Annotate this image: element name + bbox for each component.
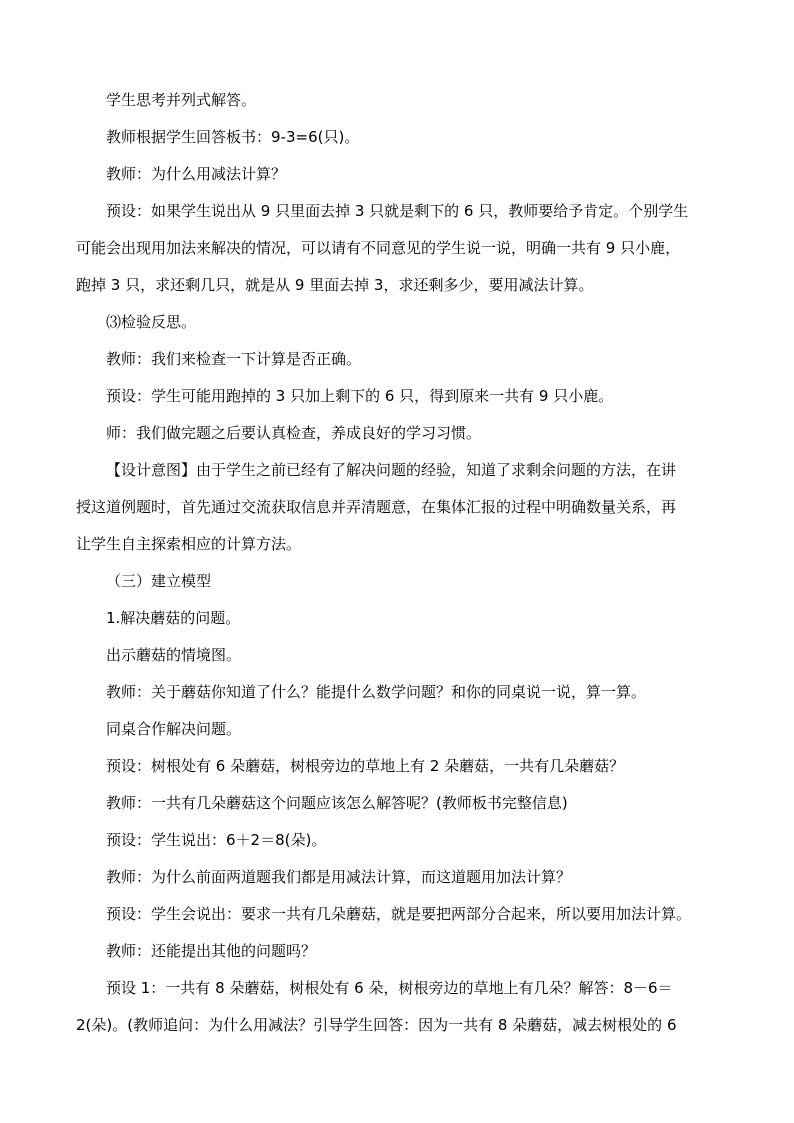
text-line: 教师：我们来检查一下计算是否正确。 [106,350,362,368]
text-line: 让学生自主探索相应的计算方法。 [76,535,302,553]
text-line: 1.解决蘑菇的问题。 [106,609,241,627]
text-line: 教师：为什么前面两道题我们都是用减法计算，而这道题用加法计算？ [106,868,572,886]
text-line: 预设：树根处有 6 朵蘑菇，树根旁边的草地上有 2 朵蘑菇，一共有几朵蘑菇？ [106,757,625,775]
text-line: 预设 1：一共有 8 朵蘑菇，树根处有 6 朵，树根旁边的草地上有几朵？解答：8－6＝ [106,979,673,997]
text-line: 出示蘑菇的情境图。 [106,646,242,664]
text-line: 预设：学生说出：6＋2＝8(朵)。 [106,831,327,849]
text-line: ⑶检验反思。 [106,313,197,331]
section-heading: （三）建立模型 [106,572,212,590]
text-line: 跑掉 3 只，求还剩几只，就是从 9 里面去掉 3，求还剩多少，要用减法计算。 [76,276,594,294]
text-line: 授这道例题时，首先通过交流获取信息并弄清题意，在集体汇报的过程中明确数量关系，再 [76,498,677,516]
text-line: 【设计意图】由于学生之前已经有了解决问题的经验，知道了求剩余问题的方法，在讲 [106,461,677,479]
text-line: 教师根据学生回答板书：9-3=6(只)。 [106,128,360,146]
text-line: 预设：学生会说出：要求一共有几朵蘑菇，就是要把两部分合起来，所以要用加法计算。 [106,905,692,923]
text-line: 同桌合作解决问题。 [106,720,242,738]
text-line: 师：我们做完题之后要认真检查，养成良好的学习习惯。 [106,424,482,442]
text-line: 预设：如果学生说出从 9 只里面去掉 3 只就是剩下的 6 只，教师要给予肯定。个别学生 [106,202,689,220]
text-line: 教师：关于蘑菇你知道了什么？能提什么数学问题？和你的同桌说一说，算一算。 [106,683,647,701]
text-line: 2(朵)。(教师追问：为什么用减法？引导学生回答：因为一共有 8 朵蘑菇，减去树根处的 6 [76,1016,677,1034]
text-line: 预设：学生可能用跑掉的 3 只加上剩下的 6 只，得到原来一共有 9 只小鹿。 [106,387,614,405]
text-line: 教师：一共有几朵蘑菇这个问题应该怎么解答呢？(教师板书完整信息) [106,794,568,812]
text-line: 学生思考并列式解答。 [106,91,257,109]
text-line: 教师：还能提出其他的问题吗？ [106,942,317,960]
text-line: 可能会出现用加法来解决的情况，可以请有不同意见的学生说一说，明确一共有 9 只小鹿， [76,239,681,257]
text-line: 教师：为什么用减法计算？ [106,165,287,183]
